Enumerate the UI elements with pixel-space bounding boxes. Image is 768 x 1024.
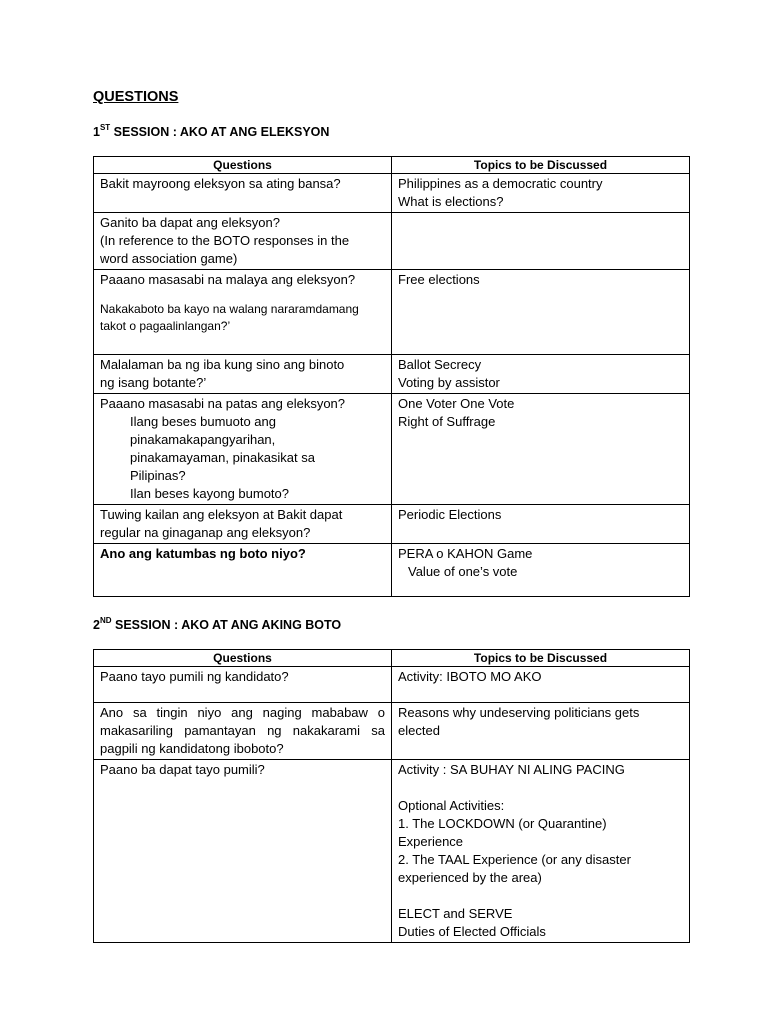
question-subtext: Nakakaboto ba kayo na walang nararamdamang (100, 302, 359, 316)
question-cell (94, 544, 392, 597)
question-text: Paano ba dapat tayo pumili? (100, 762, 265, 777)
topic-cell (392, 505, 690, 544)
topic-cell (392, 394, 690, 505)
topic-text: Periodic Elections (398, 507, 502, 522)
topic-text: 2. The TAAL Experience (or any disaster (398, 852, 631, 867)
question-subtext: Ilang beses bumuoto ang (130, 414, 276, 429)
topic-text: Optional Activities: (398, 798, 505, 813)
table-row (94, 394, 690, 505)
topic-text: Activity : SA BUHAY NI ALING PACING (398, 762, 625, 777)
question-text: word association game) (100, 251, 238, 266)
session-1-heading (93, 124, 329, 139)
topic-cell (392, 760, 690, 943)
question-subtext: pinakamayaman, pinakasikat sa (130, 450, 315, 465)
col-header-questions: Questions (94, 650, 392, 667)
topic-cell (392, 174, 690, 213)
question-cell (94, 394, 392, 505)
topic-text: PERA o KAHON Game (398, 546, 533, 561)
session-number: 1 (93, 125, 100, 140)
topic-text: What is elections? (398, 194, 504, 209)
page-title: QUESTIONS (93, 89, 179, 105)
table-header-row (94, 650, 690, 667)
topic-cell (392, 355, 690, 394)
session-2-heading (93, 617, 341, 632)
topic-text: Free elections (398, 272, 480, 287)
question-cell (94, 505, 392, 544)
question-subtext: pinakamakapangyarihan, (130, 432, 276, 447)
question-cell (94, 760, 392, 943)
question-cell (94, 703, 392, 760)
table-row (94, 355, 690, 394)
table-row (94, 270, 690, 355)
col-header-topics: Topics to be Discussed (392, 157, 690, 174)
table-row (94, 213, 690, 270)
question-subtext: Ilan beses kayong bumoto? (130, 486, 289, 501)
topic-text: Voting by assistor (398, 375, 500, 390)
question-text: regular na ginaganap ang eleksyon? (100, 525, 311, 540)
table-row (94, 703, 690, 760)
table-row (94, 667, 690, 703)
topic-text: Reasons why undeserving politicians gets (398, 705, 640, 720)
question-text: Ganito ba dapat ang eleksyon? (100, 215, 280, 230)
topic-text: Activity: IBOTO MO AKO (398, 669, 542, 684)
session-2-table (93, 649, 690, 943)
question-text: Bakit mayroong eleksyon sa ating bansa? (100, 176, 341, 191)
topic-cell (392, 213, 690, 270)
topic-cell (392, 667, 690, 703)
topic-cell (392, 270, 690, 355)
topic-text: Ballot Secrecy (398, 357, 482, 372)
table-row (94, 544, 690, 597)
question-text: (In reference to the BOTO responses in the (100, 233, 350, 248)
question-cell (94, 355, 392, 394)
session-ordinal: ST (99, 123, 111, 132)
session-title: SESSION : AKO AT ANG ELEKSYON (110, 125, 330, 140)
question-text: Paano tayo pumili ng kandidato? (100, 669, 289, 684)
topic-text: ELECT and SERVE (398, 906, 513, 921)
table-row (94, 760, 690, 943)
question-text: Ano sa tingin niyo ang naging mababaw o makasariling pamantayan ng nakakarami sa pagpili ng kandidatong iboboto? (100, 705, 385, 756)
topic-text: Duties of Elected Officials (398, 924, 546, 939)
session-title: SESSION : AKO AT ANG AKING BOTO (111, 618, 342, 633)
question-cell (94, 213, 392, 270)
topic-text: 1. The LOCKDOWN (or Quarantine) (398, 816, 607, 831)
topic-text: One Voter One Vote (398, 396, 515, 411)
col-header-questions: Questions (94, 157, 392, 174)
session-ordinal: ND (99, 616, 112, 625)
table-row (94, 174, 690, 213)
topic-text: Right of Suffrage (398, 414, 496, 429)
topic-cell (392, 544, 690, 597)
question-text: Ano ang katumbas ng boto niyo? (100, 546, 306, 561)
question-text: Malalaman ba ng iba kung sino ang binoto (100, 357, 345, 372)
question-text: Paaano masasabi na malaya ang eleksyon? (100, 272, 356, 287)
topic-text: Value of one’s vote (408, 564, 518, 579)
question-text: Paaano masasabi na patas ang eleksyon? (100, 396, 346, 411)
question-text: ng isang botante?’ (100, 375, 207, 390)
question-cell (94, 667, 392, 703)
table-header-row (94, 157, 690, 174)
question-text: Tuwing kailan ang eleksyon at Bakit dapat (100, 507, 343, 522)
col-header-topics: Topics to be Discussed (392, 650, 690, 667)
topic-cell (392, 703, 690, 760)
topic-text: experienced by the area) (398, 870, 542, 885)
table-row (94, 505, 690, 544)
question-cell (94, 270, 392, 355)
topic-text: Experience (398, 834, 464, 849)
question-subtext: takot o pagaalinlangan?’ (100, 319, 231, 333)
session-number: 2 (93, 618, 100, 633)
topic-text: elected (398, 723, 440, 738)
topic-text: Philippines as a democratic country (398, 176, 603, 191)
session-1-table (93, 156, 690, 597)
question-subtext: Pilipinas? (130, 468, 186, 483)
question-cell (94, 174, 392, 213)
